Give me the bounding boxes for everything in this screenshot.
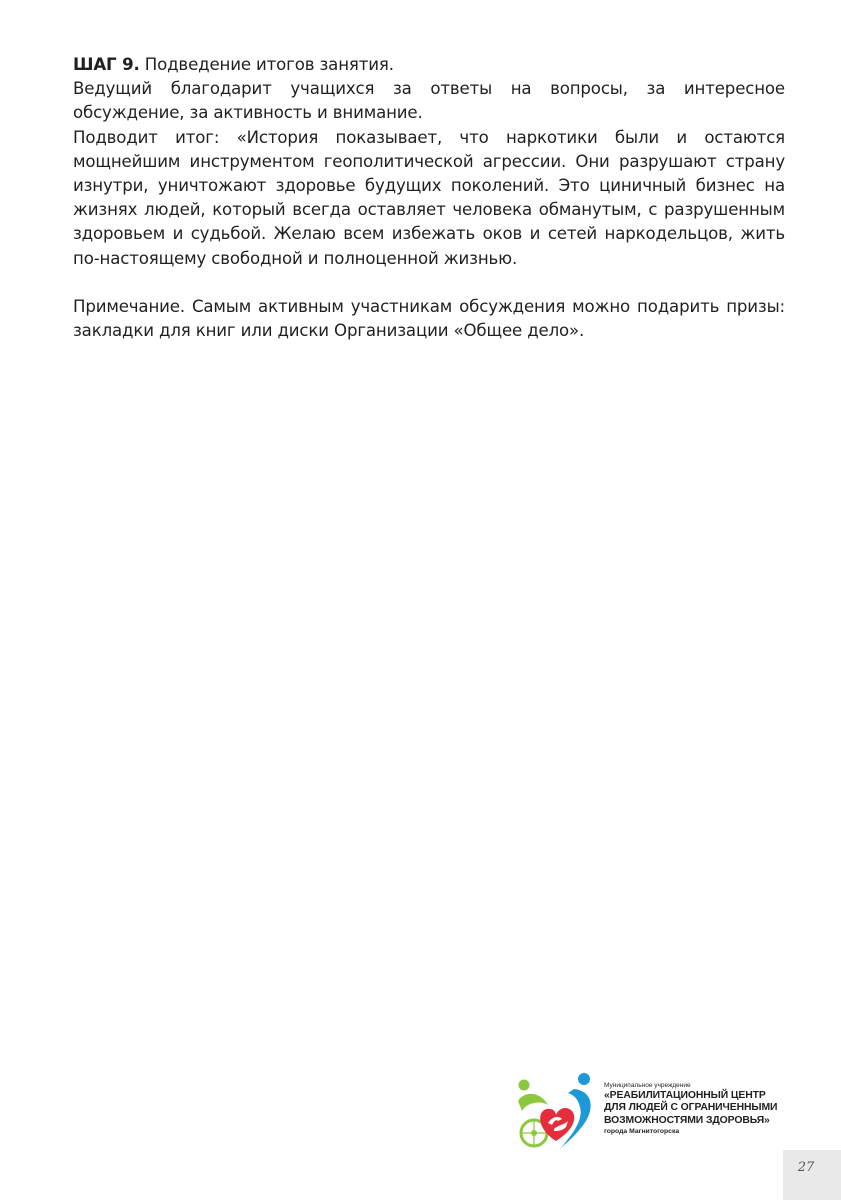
page-number: 27 (797, 1160, 815, 1175)
logo-line-3: ВОЗМОЖНОСТЯМИ ЗДОРОВЬЯ» (604, 1114, 770, 1126)
paragraph-spacer (73, 271, 785, 295)
step-label: ШАГ 9. (73, 55, 140, 74)
paragraph-thanks: Ведущий благодарит учащихся за ответы на вопросы, за интересное обсуждение, за активность и внимание. (73, 79, 785, 123)
step-title: Подведение итогов занятия. (139, 55, 394, 74)
page-body (73, 53, 785, 343)
note-paragraph: Примечание. Самым активным участникам обсуждения можно подарить призы: закладки для книг или диски Организации «Общее дело». (73, 296, 785, 341)
paragraph-summary: Подводит итог: «История показывает, что наркотики были и остаются мощнейшим инструментом геополитической агрессии. Они разрушают страну изнутри, уничтожают здоровье будущих поколений. Это циничный бизнес на жизнях людей, который всегда оставляет человека обманутым, с разрушенным здоровьем и судьбой. Желаю всем избежать оков и сетей наркодельцов, жить по-настоящему свободной и полноценной жизнью. (73, 127, 785, 268)
logo-line-1: «РЕАБИЛИТАЦИОННЫЙ ЦЕНТР (604, 1090, 766, 1101)
logo-city: города Магнитогорска (604, 1128, 680, 1136)
logo-subtitle: Муниципальное учреждение (604, 1082, 691, 1089)
organization-logo (514, 1071, 804, 1153)
rehab-center-logo-icon (514, 1071, 598, 1153)
page-number-tab (783, 1150, 841, 1200)
step-heading (73, 53, 785, 77)
logo-text-block (604, 1081, 809, 1136)
logo-line-2: ДЛЯ ЛЮДЕЙ С ОГРАНИЧЕННЫМИ (604, 1102, 778, 1114)
